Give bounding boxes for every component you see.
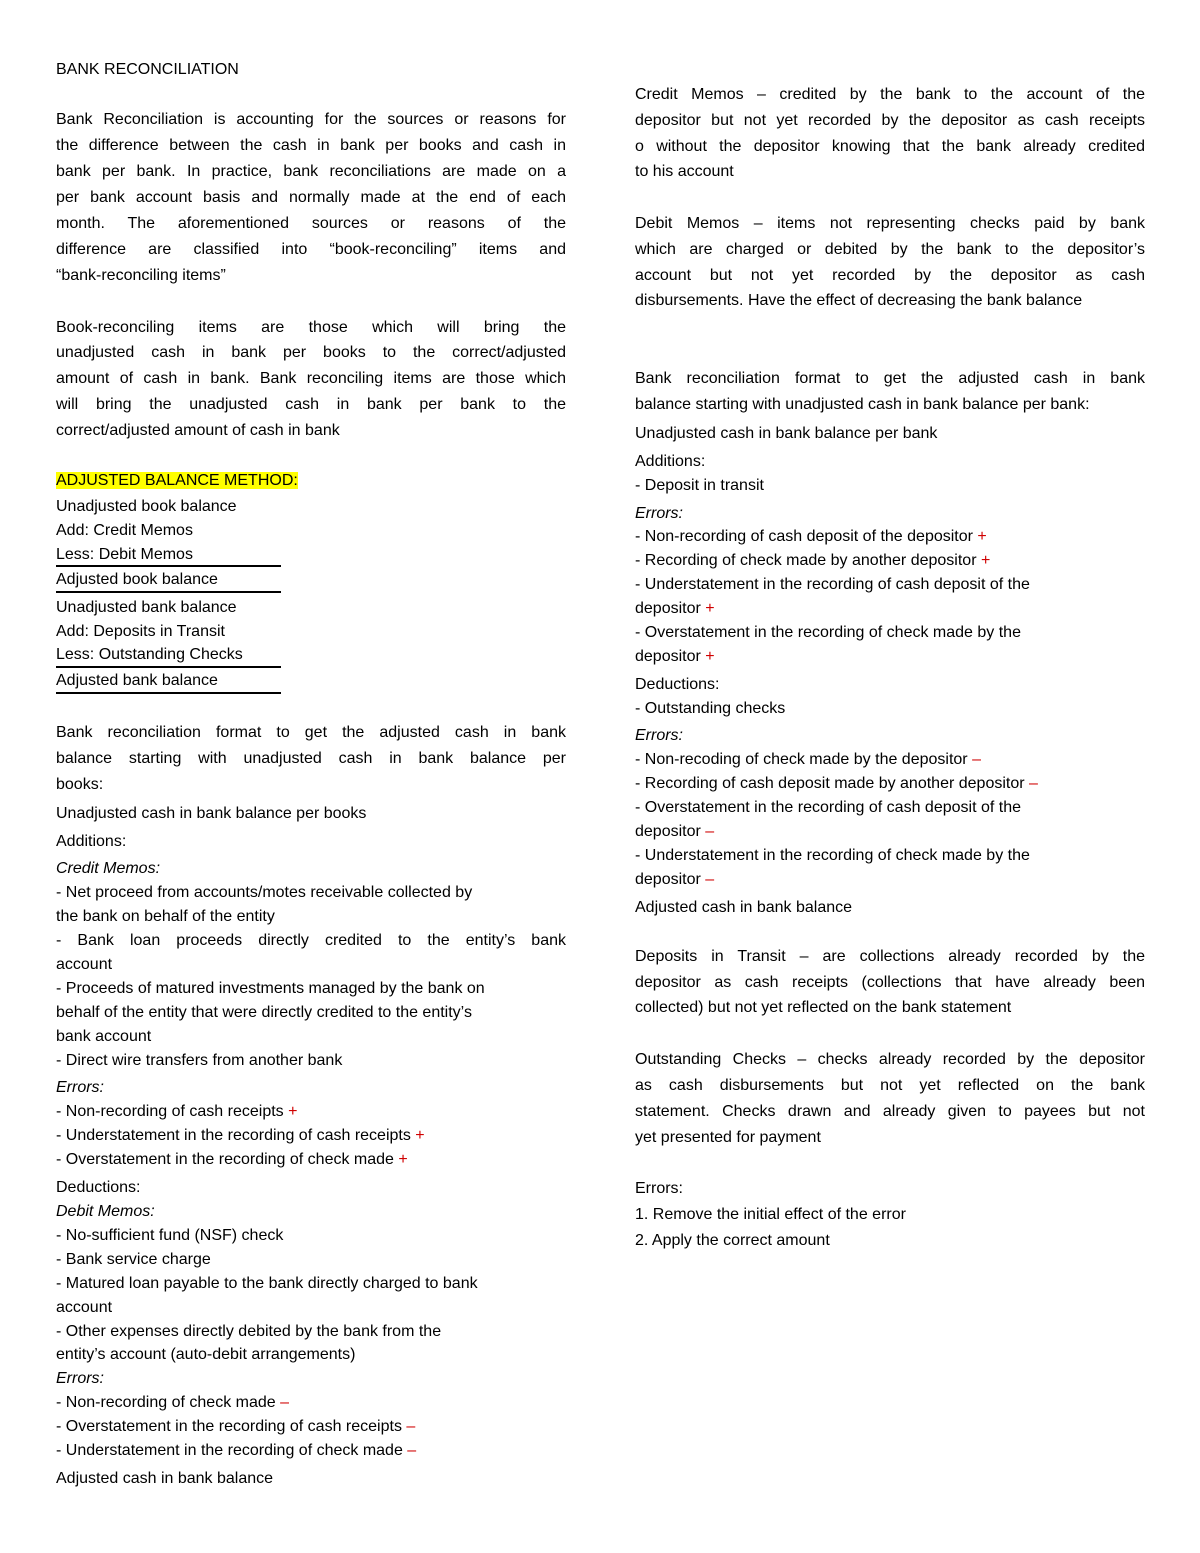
format-start: Unadjusted cash in bank balance per bank [635,425,938,442]
debit-memos-def-line: disbursements. Have the effect of decreasing the bank balance [635,292,1083,309]
debit-memos-def-line: which are charged or debited by the bank to the depositor’s [635,241,1145,258]
abm-line: Unadjusted bank balance [56,599,237,616]
intro-line: bank per bank. In practice, bank reconciliations are made on a [56,163,566,180]
format-intro-line: books: [56,776,104,793]
cm-line: the bank on behalf of the entity [56,908,275,925]
error-text: depositor [635,648,706,665]
error-line: - Overstatement in the recording of cash deposit of the [635,799,1021,816]
format-end: Adjusted cash in bank balance [56,1470,274,1487]
error-line [56,1150,408,1170]
error-line [635,647,715,667]
oc-line: - Outstanding checks [635,700,786,717]
minus-sign: – [407,1442,417,1459]
intro-line: “bank-reconciling items” [56,267,226,284]
debit-memos-def-line: account but not yet recorded by the depositor as cash [635,267,1145,284]
items-def-line: amount of cash in bank. Bank reconciling items are those which [56,370,566,387]
oc-def-line: statement. Checks drawn and already given to payees but not [635,1103,1145,1120]
errors-label: Errors: [635,505,683,522]
credit-memos-def-line: depositor but not yet recorded by the depositor as cash receipts [635,112,1145,129]
error-line [635,551,990,571]
credit-memos-def-line: to his account [635,163,734,180]
format-intro-line: balance starting with unadjusted cash in bank balance per [56,750,566,767]
dm-line: - No-sufficient fund (NSF) check [56,1227,284,1244]
intro-line: month. The aforementioned sources or reasons of the [56,215,566,232]
abm-line: Less: Outstanding Checks [56,646,243,663]
plus-sign: + [415,1127,425,1144]
items-def-line: unadjusted cash in bank per books to the correct/adjusted [56,344,566,361]
abm-line: Add: Credit Memos [56,522,193,539]
error-line [635,527,987,547]
document-title: BANK RECONCILIATION [56,61,239,78]
debit-memos-def-line: Debit Memos – items not representing checks paid by bank [635,215,1145,232]
intro-line: per bank account basis and normally made at the end of each [56,189,566,206]
items-def-line: correct/adjusted amount of cash in bank [56,422,340,439]
additions-heading: Additions: [56,833,127,850]
error-line [56,1393,289,1413]
plus-sign: + [705,600,715,617]
plus-sign: + [980,552,991,569]
minus-sign: – [972,751,981,768]
abm-total: Adjusted book balance [56,571,218,588]
error-line [56,1102,297,1122]
abm-line: Less: Debit Memos [56,546,193,563]
error-text: - Overstatement in the recording of cash receipts [56,1418,407,1435]
dit-def-line: collected) but not yet reflected on the bank statement [635,999,1012,1016]
minus-sign: – [705,823,715,840]
dm-line: - Other expenses directly debited by the bank from the [56,1323,442,1340]
format-start: Unadjusted cash in bank balance per books [56,805,367,822]
cm-line: - Bank loan proceeds directly credited to the entity’s bank [56,932,566,949]
abm-total: Adjusted bank balance [56,672,218,689]
items-def-line: will bring the unadjusted cash in bank per bank to the [56,396,566,413]
format-intro-line: balance starting with unadjusted cash in bank balance per bank: [635,396,1090,413]
cm-line: - Net proceed from accounts/motes receivable collected by [56,884,473,901]
format-end: Adjusted cash in bank balance [635,899,853,916]
dm-line: - Bank service charge [56,1251,211,1268]
error-text: - Recording of cash deposit made by another depositor [635,775,1030,792]
minus-sign: – [406,1418,416,1435]
error-text: - Non-recording of cash deposit of the depositor [635,528,978,545]
oc-def-line: Outstanding Checks – checks already recorded by the depositor [635,1051,1145,1068]
errors-label: Errors: [635,727,683,744]
errors-heading: Errors: [635,1180,683,1197]
error-text: - Understatement in the recording of check made [56,1442,408,1459]
cm-line: - Proceeds of matured investments managed by the bank on [56,980,485,997]
intro-line: difference are classified into “book-reconciling” items and [56,241,566,258]
intro-line: Bank Reconciliation is accounting for the sources or reasons for [56,111,566,128]
error-text: depositor [635,871,706,888]
error-line [635,750,981,770]
credit-memos-label: Credit Memos: [56,860,161,877]
dit-def-line: Deposits in Transit – are collections already recorded by the [635,948,1145,965]
error-text: depositor [635,600,706,617]
divider [56,692,281,694]
plus-sign: + [977,528,987,545]
error-text: - Overstatement in the recording of check made [56,1151,399,1168]
dm-line: - Matured loan payable to the bank directly charged to bank [56,1275,478,1292]
dit-def-line: depositor as cash receipts (collections that have already been [635,974,1145,991]
error-text: - Recording of check made by another depositor [635,552,981,569]
oc-def-line: yet presented for payment [635,1129,821,1146]
deductions-heading: Deductions: [635,676,720,693]
errors-label: Errors: [56,1370,104,1387]
error-line [56,1441,416,1461]
error-text: - Understatement in the recording of cash receipts [56,1127,416,1144]
format-intro-line: Bank reconciliation format to get the adjusted cash in bank [56,724,566,741]
divider [56,565,281,567]
cm-line: behalf of the entity that were directly credited to the entity’s [56,1004,472,1021]
cm-line: - Direct wire transfers from another bank [56,1052,343,1069]
dm-line: account [56,1299,113,1316]
errors-label: Errors: [56,1079,104,1096]
abm-line: Add: Deposits in Transit [56,623,225,640]
items-def-line: Book-reconciling items are those which will bring the [56,319,566,336]
cm-line: account [56,956,113,973]
minus-sign: – [1029,775,1038,792]
error-text: - Non-recording of check made [56,1394,281,1411]
error-text: - Non-recoding of check made by the depositor [635,751,973,768]
plus-sign: + [288,1103,298,1120]
deductions-heading: Deductions: [56,1179,141,1196]
abm-heading [56,471,298,491]
credit-memos-def-line: o without the depositor knowing that the bank already credited [635,138,1145,155]
error-line [56,1126,425,1146]
error-text: depositor [635,823,706,840]
divider [56,666,281,668]
additions-heading: Additions: [635,453,706,470]
error-text: - Non-recording of cash receipts [56,1103,289,1120]
oc-def-line: as cash disbursements but not yet reflected on the bank [635,1077,1145,1094]
debit-memos-label: Debit Memos: [56,1203,155,1220]
errors-step: 2. Apply the correct amount [635,1232,830,1249]
format-intro-line: Bank reconciliation format to get the adjusted cash in bank [635,370,1145,387]
error-line [635,870,714,890]
errors-step: 1. Remove the initial effect of the error [635,1206,906,1223]
divider [56,591,281,593]
error-line: - Overstatement in the recording of check made by the [635,624,1021,641]
dit-line: - Deposit in transit [635,477,764,494]
error-line [56,1417,415,1437]
cm-line: bank account [56,1028,152,1045]
credit-memos-def-line: Credit Memos – credited by the bank to the account of the [635,86,1145,103]
plus-sign: + [398,1151,408,1168]
error-line [635,599,715,619]
plus-sign: + [705,648,715,665]
abm-line: Unadjusted book balance [56,498,237,515]
minus-sign: – [705,871,715,888]
error-line [635,822,714,842]
error-line [635,774,1038,794]
error-line: - Understatement in the recording of cash deposit of the [635,576,1030,593]
error-line: - Understatement in the recording of check made by the [635,847,1030,864]
intro-line: the difference between the cash in bank per books and cash in [56,137,566,154]
dm-line: entity’s account (auto-debit arrangements) [56,1346,356,1363]
minus-sign: – [280,1394,290,1411]
highlight: ADJUSTED BALANCE METHOD: [56,472,298,489]
